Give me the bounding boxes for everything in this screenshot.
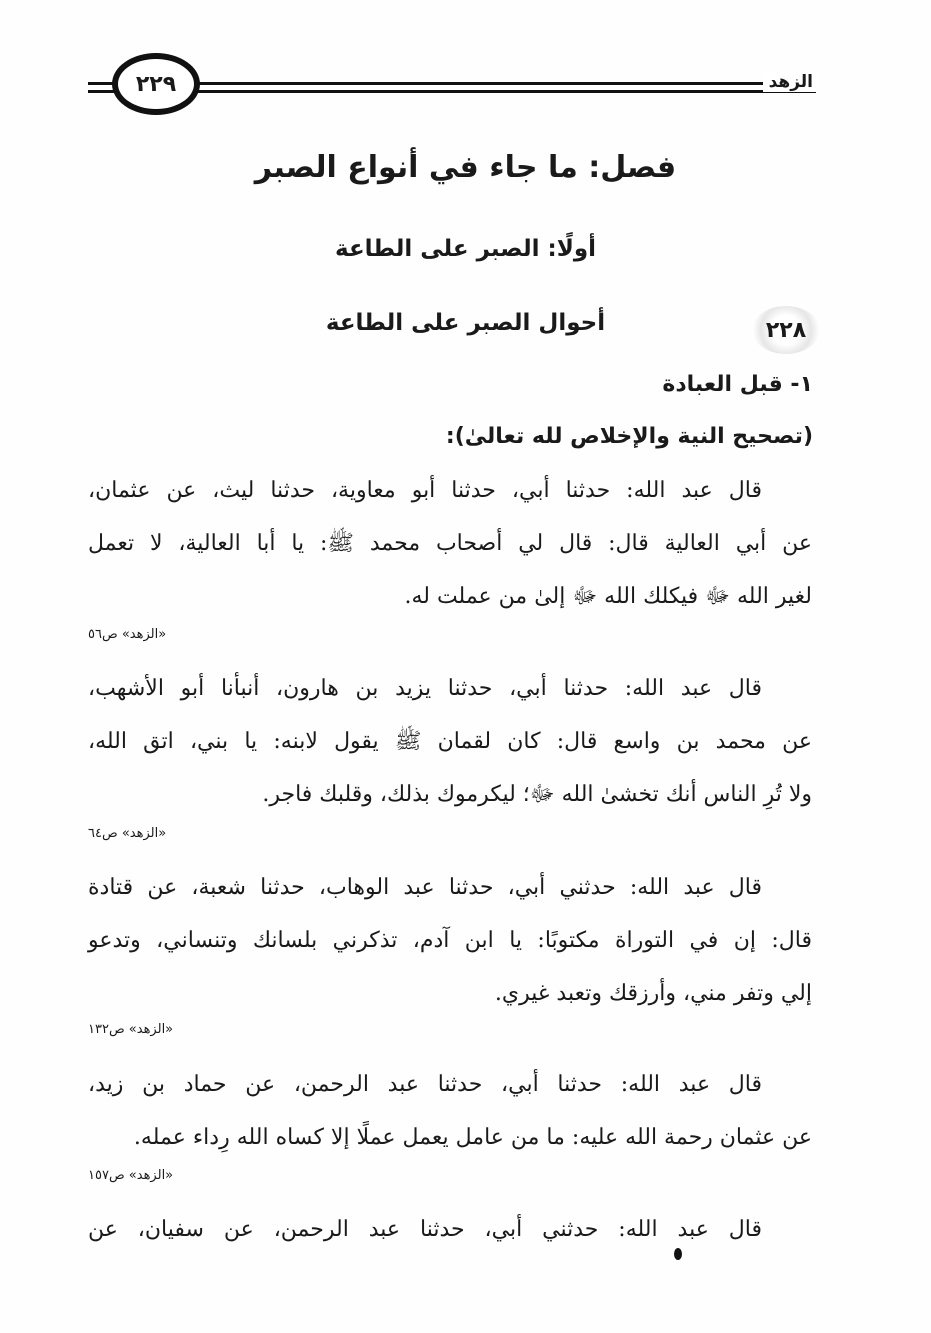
- narration-line: قال عبد الله: حدثنا أبي، حدثنا عبد الرحمن، عن حماد بن زيد،: [88, 1072, 762, 1097]
- narration-line: قال: إن في التوراة مكتوبًا: يا ابن آدم، تذكرني بلسانك وتنساني، وتدعو: [88, 928, 812, 953]
- source-reference: «الزهد» ص٦٤: [88, 826, 167, 841]
- subheading-intention: (تصحيح النية والإخلاص لله تعالىٰ):: [445, 424, 813, 449]
- narration-3: [88, 861, 812, 1020]
- narration-line: عن عثمان رحمة الله عليه: ما من عامل يعمل عملًا إلا كساه الله رِداء عمله.: [133, 1125, 812, 1150]
- section-title: أحوال الصبر على الطاعة: [325, 310, 606, 336]
- narration-line: إلي وتفر مني، وأرزقك وتعبد غيري.: [494, 981, 812, 1006]
- source-reference: «الزهد» ص٥٦: [88, 627, 167, 642]
- narration-line: قال عبد الله: حدثني أبي، حدثنا عبد الوهاب، حدثنا شعبة، عن قتادة: [88, 875, 762, 900]
- narration-line: قال عبد الله: حدثنا أبي، حدثنا أبو معاوية، حدثنا ليث، عن عثمان،: [88, 478, 762, 503]
- narration-line: عن أبي العالية قال: قال لي أصحاب محمد ﷺ: يا أبا العالية، لا تعمل: [88, 531, 812, 556]
- source-reference: «الزهد» ص١٣٢: [88, 1022, 174, 1037]
- chapter-title: فصل: ما جاء في أنواع الصبر: [254, 150, 677, 185]
- narration-line: قال عبد الله: حدثني أبي، حدثنا عبد الرحمن، عن سفيان، عن: [88, 1217, 762, 1242]
- page-number: ٢٢٩: [112, 53, 200, 115]
- narration-2: [88, 662, 812, 821]
- subtitle: أولًا: الصبر على الطاعة: [335, 236, 596, 262]
- narration-line: عن محمد بن واسع قال: كان لقمان ﷺ يقول لابنه: يا بني، اتق الله،: [88, 729, 812, 754]
- narration-line: ولا تُرِ الناس أنك تخشىٰ الله ﷻ؛ ليكرموك بذلك، وقلبك فاجر.: [262, 782, 812, 807]
- source-reference: «الزهد» ص١٥٧: [88, 1168, 174, 1183]
- narration-line: قال عبد الله: حدثنا أبي، حدثنا يزيد بن هارون، أنبأنا أبو الأشهب،: [88, 676, 762, 701]
- narration-line: لغير الله ﷻ فيكلك الله ﷻ إلىٰ من عملت له.: [404, 584, 812, 609]
- narration-1: [88, 464, 812, 623]
- ink-mark: [674, 1248, 682, 1260]
- narration-5: [88, 1203, 812, 1256]
- narration-4: [88, 1058, 812, 1164]
- running-title: الزهد: [763, 72, 819, 92]
- subheading-before-worship: ١- قبل العبادة: [662, 372, 813, 397]
- section-number-badge: ٢٢٨: [752, 306, 820, 354]
